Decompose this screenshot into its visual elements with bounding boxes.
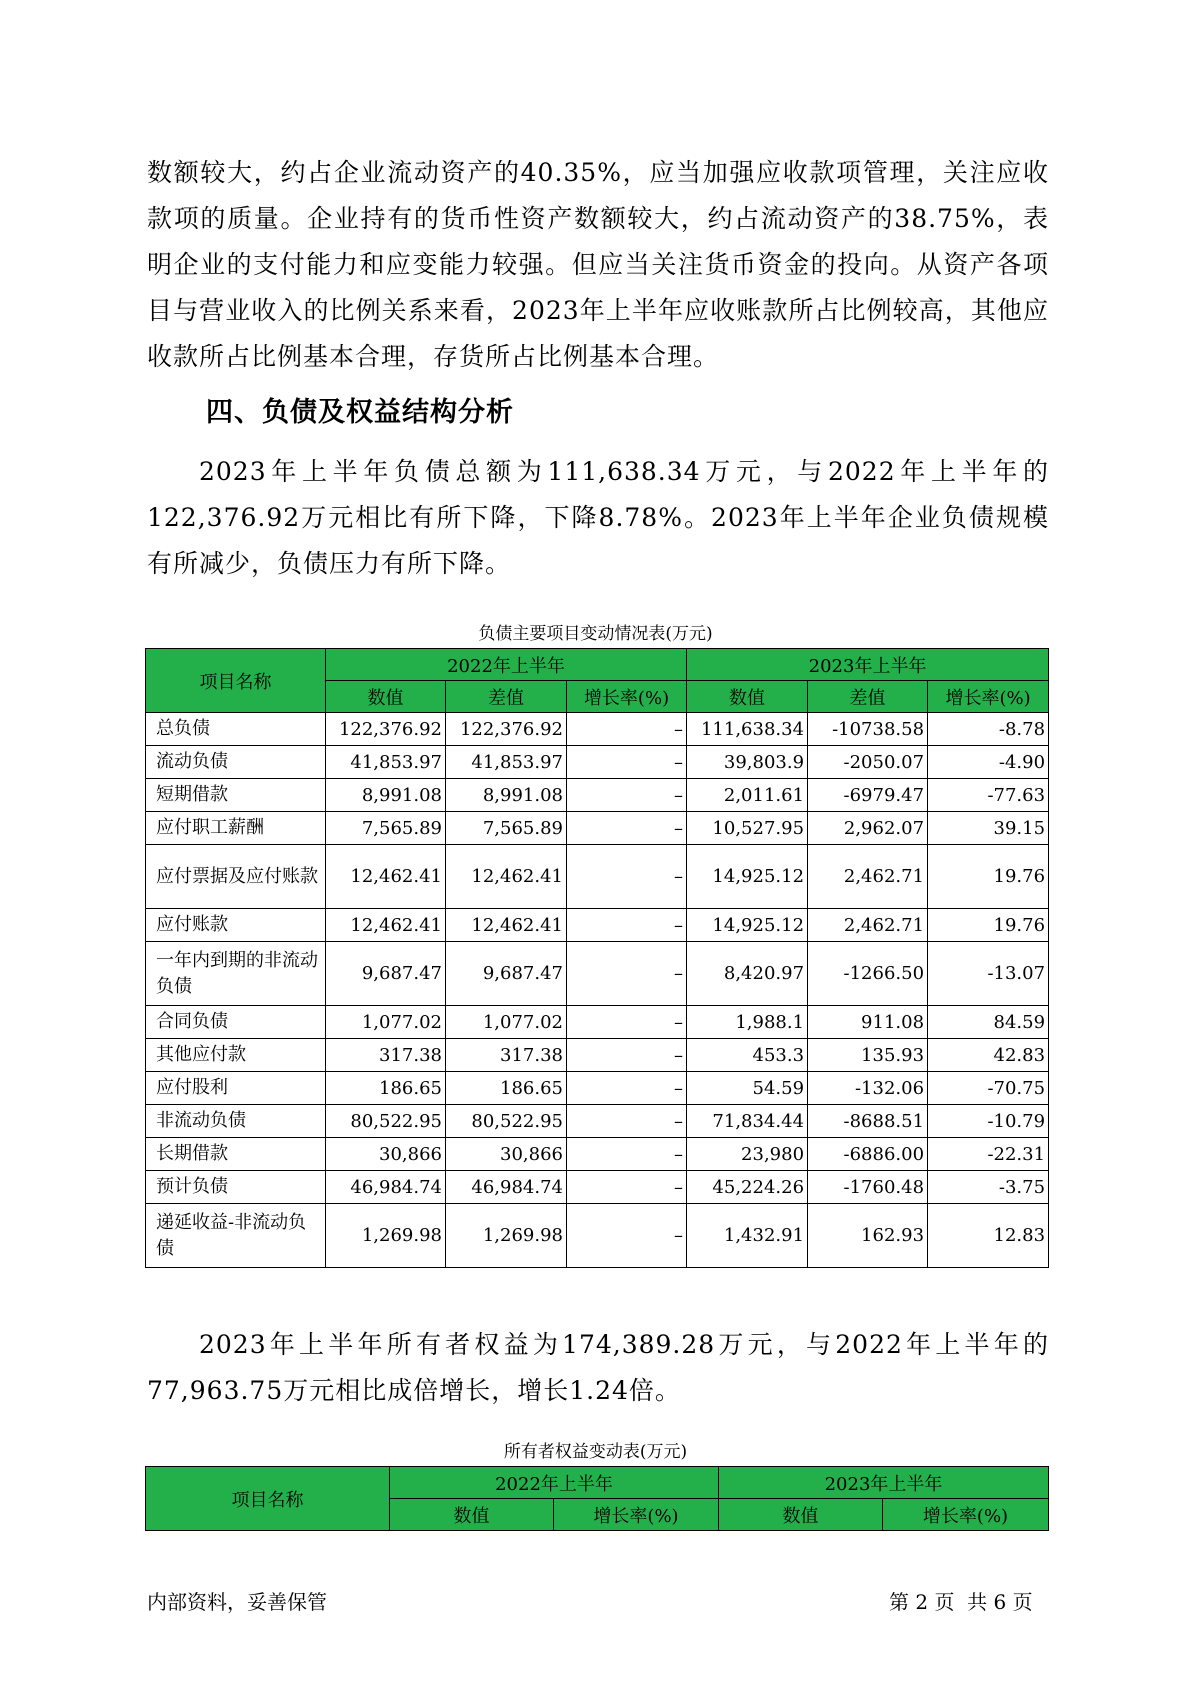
cell-growth-2022: –	[567, 942, 687, 1006]
cell-value-2022: 46,984.74	[326, 1171, 446, 1204]
cell-growth-2023: -13.07	[928, 942, 1049, 1006]
cell-growth-2023: -3.75	[928, 1171, 1049, 1204]
cell-diff-2023: 162.93	[808, 1204, 928, 1268]
cell-growth-2022: –	[567, 1138, 687, 1171]
cell-value-2023: 111,638.34	[687, 713, 808, 746]
liability-table	[145, 648, 1049, 1268]
cell-growth-2022: –	[567, 1039, 687, 1072]
cell-growth-2023: 39.15	[928, 812, 1049, 845]
cell-diff-2023: 135.93	[808, 1039, 928, 1072]
column-header-period-2023: 2023年上半年	[719, 1467, 1049, 1499]
cell-growth-2022: –	[567, 1171, 687, 1204]
table-row	[146, 1039, 1049, 1072]
table-row	[146, 1006, 1049, 1039]
cell-diff-2022: 317.38	[446, 1039, 567, 1072]
row-item-name: 应付职工薪酬	[146, 812, 326, 845]
cell-growth-2023: 19.76	[928, 845, 1049, 909]
cell-diff-2022: 80,522.95	[446, 1105, 567, 1138]
row-item-name: 其他应付款	[146, 1039, 326, 1072]
table-row	[146, 1072, 1049, 1105]
equity-table	[145, 1466, 1049, 1531]
footer-page-number: 第 2 页 共 6 页	[889, 1590, 1033, 1614]
cell-value-2023: 39,803.9	[687, 746, 808, 779]
table-row	[146, 942, 1049, 1006]
cell-diff-2023: -10738.58	[808, 713, 928, 746]
cell-diff-2023: -1760.48	[808, 1171, 928, 1204]
row-item-name: 应付账款	[146, 909, 326, 942]
cell-value-2022: 80,522.95	[326, 1105, 446, 1138]
subheader-value-2023: 数值	[687, 681, 808, 713]
cell-value-2023: 14,925.12	[687, 909, 808, 942]
cell-value-2023: 14,925.12	[687, 845, 808, 909]
cell-growth-2022: –	[567, 746, 687, 779]
subheader-growth-2022: 增长率(%)	[554, 1499, 719, 1531]
table-header-row	[146, 649, 1049, 681]
cell-growth-2023: -70.75	[928, 1072, 1049, 1105]
liability-text: 2023年上半年负债总额为111,638.34万元，与2022年上半年的122,376.92万元相比有所下降，下降8.78%。2023年上半年企业负债规模有所减少，负债压力有所下降。	[147, 457, 1049, 578]
cell-value-2023: 54.59	[687, 1072, 808, 1105]
cell-growth-2022: –	[567, 1105, 687, 1138]
cell-value-2022: 8,991.08	[326, 779, 446, 812]
cell-growth-2022: –	[567, 845, 687, 909]
subheader-diff-2022: 差值	[446, 681, 567, 713]
row-item-name: 长期借款	[146, 1138, 326, 1171]
cell-diff-2022: 122,376.92	[446, 713, 567, 746]
cell-diff-2023: 911.08	[808, 1006, 928, 1039]
cell-growth-2023: 12.83	[928, 1204, 1049, 1268]
cell-growth-2022: –	[567, 812, 687, 845]
equity-table-caption: 所有者权益变动表(万元)	[503, 1442, 688, 1462]
table-row	[146, 713, 1049, 746]
cell-diff-2022: 7,565.89	[446, 812, 567, 845]
subheader-value-2022: 数值	[326, 681, 446, 713]
cell-diff-2022: 12,462.41	[446, 845, 567, 909]
table-row	[146, 812, 1049, 845]
cell-value-2022: 12,462.41	[326, 845, 446, 909]
cell-diff-2022: 30,866	[446, 1138, 567, 1171]
cell-growth-2023: -4.90	[928, 746, 1049, 779]
cell-value-2022: 9,687.47	[326, 942, 446, 1006]
cell-growth-2023: -22.31	[928, 1138, 1049, 1171]
cell-growth-2022: –	[567, 909, 687, 942]
cell-diff-2023: -8688.51	[808, 1105, 928, 1138]
table-row	[146, 909, 1049, 942]
cell-value-2022: 317.38	[326, 1039, 446, 1072]
cell-value-2022: 41,853.97	[326, 746, 446, 779]
cell-diff-2023: 2,462.71	[808, 909, 928, 942]
table-header-row	[146, 1467, 1049, 1499]
cell-value-2022: 12,462.41	[326, 909, 446, 942]
cell-diff-2022: 8,991.08	[446, 779, 567, 812]
row-item-name: 短期借款	[146, 779, 326, 812]
cell-value-2022: 1,269.98	[326, 1204, 446, 1268]
column-header-period-2022: 2022年上半年	[390, 1467, 719, 1499]
row-item-name: 预计负债	[146, 1171, 326, 1204]
cell-growth-2022: –	[567, 1072, 687, 1105]
cell-value-2023: 45,224.26	[687, 1171, 808, 1204]
cell-diff-2022: 1,269.98	[446, 1204, 567, 1268]
row-item-name: 非流动负债	[146, 1105, 326, 1138]
cell-value-2023: 71,834.44	[687, 1105, 808, 1138]
cell-value-2022: 30,866	[326, 1138, 446, 1171]
cell-value-2023: 1,432.91	[687, 1204, 808, 1268]
table-row	[146, 1171, 1049, 1204]
cell-growth-2022: –	[567, 713, 687, 746]
subheader-value-2022: 数值	[390, 1499, 554, 1531]
cell-diff-2023: -1266.50	[808, 942, 928, 1006]
row-item-name: 流动负债	[146, 746, 326, 779]
cell-growth-2022: –	[567, 1006, 687, 1039]
cell-value-2023: 10,527.95	[687, 812, 808, 845]
column-header-item: 项目名称	[146, 649, 326, 713]
row-item-name: 合同负债	[146, 1006, 326, 1039]
cell-diff-2023: -6886.00	[808, 1138, 928, 1171]
cell-diff-2022: 1,077.02	[446, 1006, 567, 1039]
cell-value-2022: 186.65	[326, 1072, 446, 1105]
subheader-growth-2022: 增长率(%)	[567, 681, 687, 713]
subheader-diff-2023: 差值	[808, 681, 928, 713]
column-header-item: 项目名称	[146, 1467, 390, 1531]
cell-growth-2023: -10.79	[928, 1105, 1049, 1138]
cell-diff-2023: -6979.47	[808, 779, 928, 812]
cell-value-2023: 8,420.97	[687, 942, 808, 1006]
cell-diff-2023: -132.06	[808, 1072, 928, 1105]
cell-diff-2022: 12,462.41	[446, 909, 567, 942]
cell-growth-2023: 84.59	[928, 1006, 1049, 1039]
cell-diff-2022: 46,984.74	[446, 1171, 567, 1204]
row-item-name: 应付票据及应付账款	[146, 845, 326, 909]
liability-table-caption: 负债主要项目变动情况表(万元)	[478, 624, 713, 644]
table-row	[146, 1138, 1049, 1171]
table-row	[146, 779, 1049, 812]
subheader-growth-2023: 增长率(%)	[883, 1499, 1049, 1531]
cell-diff-2023: 2,962.07	[808, 812, 928, 845]
equity-paragraph	[147, 1322, 1049, 1414]
row-item-name: 一年内到期的非流动负债	[146, 942, 326, 1006]
column-header-period-2023: 2023年上半年	[687, 649, 1049, 681]
cell-growth-2023: -8.78	[928, 713, 1049, 746]
cell-value-2022: 1,077.02	[326, 1006, 446, 1039]
table-row	[146, 1204, 1049, 1268]
row-item-name: 递延收益-非流动负债	[146, 1204, 326, 1268]
table-row	[146, 1105, 1049, 1138]
cell-growth-2022: –	[567, 1204, 687, 1268]
column-header-period-2022: 2022年上半年	[326, 649, 687, 681]
subheader-growth-2023: 增长率(%)	[928, 681, 1049, 713]
liability-table-body	[146, 713, 1049, 1268]
cell-value-2023: 453.3	[687, 1039, 808, 1072]
liability-paragraph	[147, 449, 1049, 587]
equity-text: 2023年上半年所有者权益为174,389.28万元，与2022年上半年的77,963.75万元相比成倍增长，增长1.24倍。	[147, 1330, 1049, 1405]
intro-paragraph	[147, 150, 1049, 380]
cell-diff-2022: 186.65	[446, 1072, 567, 1105]
cell-value-2022: 7,565.89	[326, 812, 446, 845]
table-row	[146, 845, 1049, 909]
cell-diff-2023: 2,462.71	[808, 845, 928, 909]
cell-growth-2023: 42.83	[928, 1039, 1049, 1072]
cell-value-2023: 2,011.61	[687, 779, 808, 812]
cell-growth-2023: -77.63	[928, 779, 1049, 812]
section-heading: 四、负债及权益结构分析	[206, 397, 514, 428]
row-item-name: 总负债	[146, 713, 326, 746]
cell-value-2023: 1,988.1	[687, 1006, 808, 1039]
cell-growth-2023: 19.76	[928, 909, 1049, 942]
cell-value-2022: 122,376.92	[326, 713, 446, 746]
cell-value-2023: 23,980	[687, 1138, 808, 1171]
cell-growth-2022: –	[567, 779, 687, 812]
intro-text: 数额较大，约占企业流动资产的40.35%，应当加强应收款项管理，关注应收款项的质量。企业持有的货币性资产数额较大，约占流动资产的38.75%，表明企业的支付能力和应变能力较强。但应当关注货币资金的投向。从资产各项目与营业收入的比例关系来看，2023年上半年应收账款所占比例较高，其他应收款所占比例基本合理，存货所占比例基本合理。	[147, 158, 1049, 371]
cell-diff-2022: 41,853.97	[446, 746, 567, 779]
cell-diff-2023: -2050.07	[808, 746, 928, 779]
table-row	[146, 746, 1049, 779]
cell-diff-2022: 9,687.47	[446, 942, 567, 1006]
subheader-value-2023: 数值	[719, 1499, 883, 1531]
row-item-name: 应付股利	[146, 1072, 326, 1105]
footer-left: 内部资料，妥善保管	[147, 1590, 327, 1614]
